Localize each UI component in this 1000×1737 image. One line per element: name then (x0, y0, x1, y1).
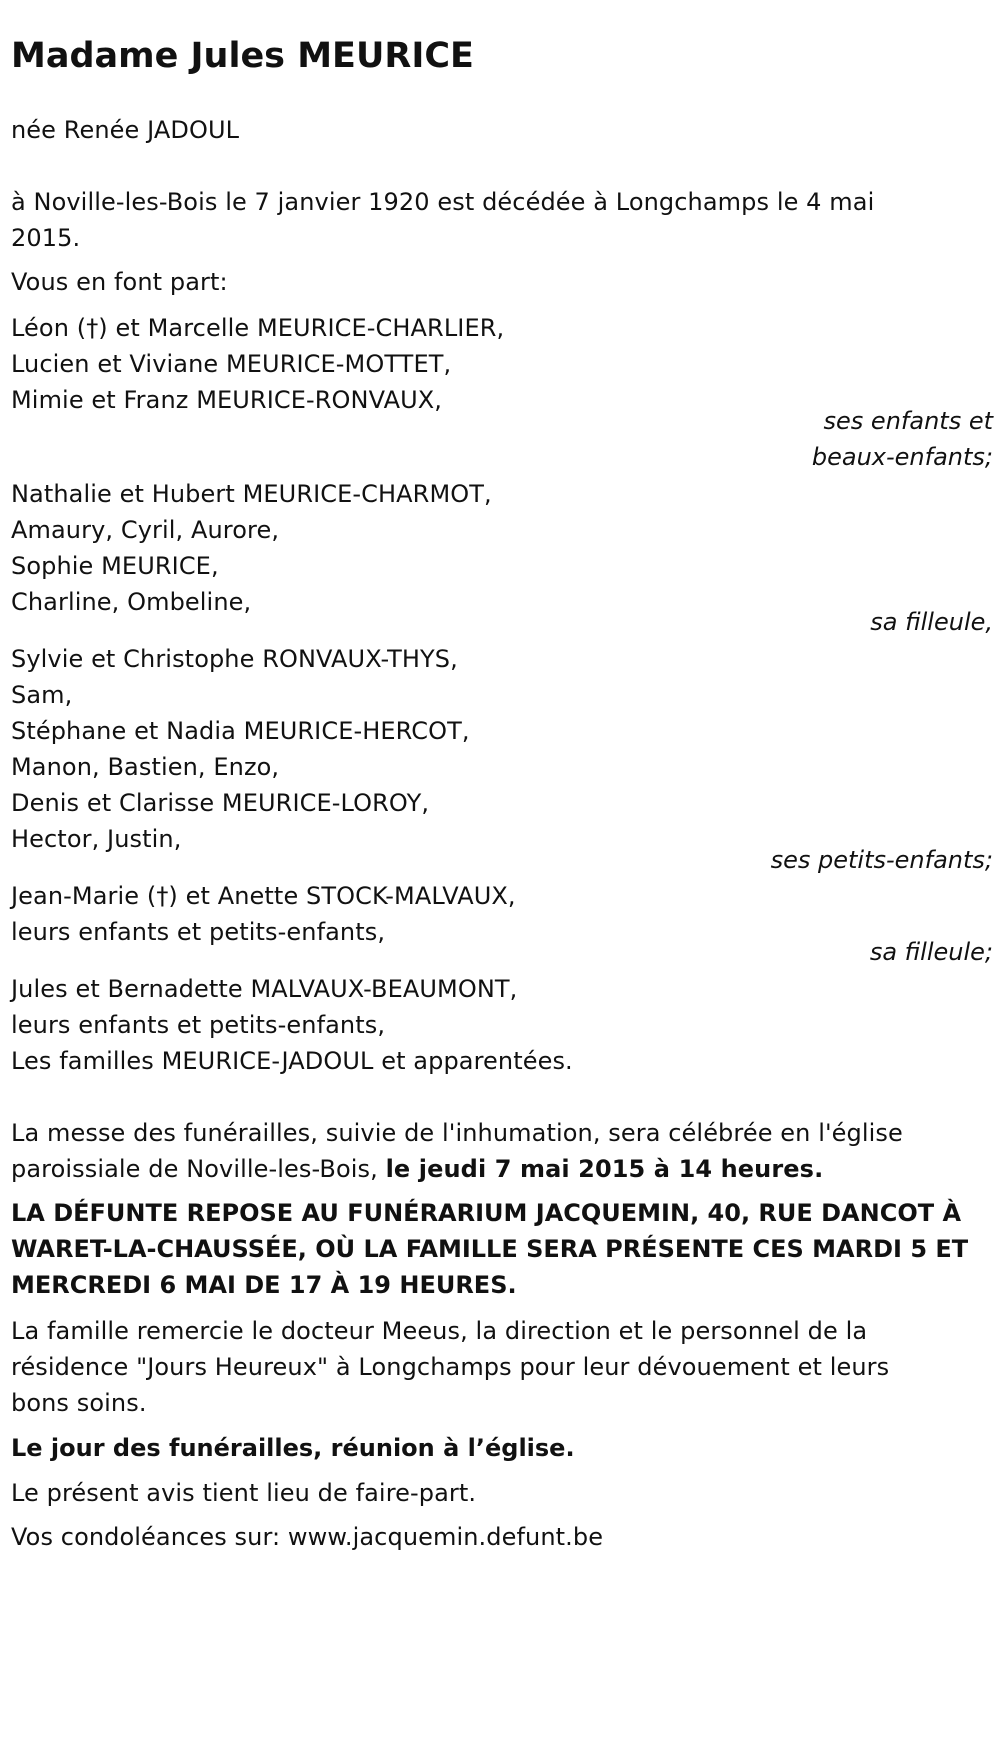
funerarium-line-2: WARET-LA-CHAUSSÉE, OÙ LA FAMILLE SERA PRÉSENTE CES MARDI 5 ET (11, 1235, 969, 1263)
relation-label: ses enfants et (823, 407, 993, 435)
family-line: Jean-Marie (†) et Anette STOCK-MALVAUX, (11, 882, 516, 910)
family-line: Mimie et Franz MEURICE-RONVAUX, (11, 386, 443, 414)
mass-info-line-1: La messe des funérailles, suivie de l'inhumation, sera célébrée en l'église (11, 1119, 903, 1147)
family-line: leurs enfants et petits-enfants, (11, 918, 386, 946)
thanks-line-3: bons soins. (11, 1389, 147, 1417)
family-line: Stéphane et Nadia MEURICE-HERCOT, (11, 717, 470, 745)
page-title: Madame Jules MEURICE (11, 36, 474, 76)
family-line: Lucien et Viviane MEURICE-MOTTET, (11, 350, 452, 378)
reunion-note: Le jour des funérailles, réunion à l’église. (11, 1434, 575, 1462)
family-line: Sam, (11, 681, 73, 709)
family-line: Charline, Ombeline, (11, 588, 252, 616)
birth-death-line-2: 2015. (11, 224, 81, 252)
family-line: Nathalie et Hubert MEURICE-CHARMOT, (11, 480, 492, 508)
family-line: Jules et Bernadette MALVAUX-BEAUMONT, (11, 975, 518, 1003)
family-line: Manon, Bastien, Enzo, (11, 753, 280, 781)
family-line: Les familles MEURICE-JADOUL et apparentées. (11, 1047, 573, 1075)
family-line: Sophie MEURICE, (11, 552, 219, 580)
mass-info-line-2 (11, 1149, 823, 1189)
maiden-name: née Renée JADOUL (11, 116, 240, 144)
family-line: Amaury, Cyril, Aurore, (11, 516, 280, 544)
mass-date: le jeudi 7 mai 2015 à 14 heures. (385, 1155, 824, 1183)
funerarium-line-3: MERCREDI 6 MAI DE 17 À 19 HEURES. (11, 1271, 517, 1299)
birth-death-line-1: à Noville-les-Bois le 7 janvier 1920 est décédée à Longchamps le 4 mai (11, 188, 875, 216)
relation-label: sa filleule, (870, 608, 993, 636)
relation-label: sa filleule; (869, 938, 993, 966)
thanks-line-1: La famille remercie le docteur Meeus, la direction et le personnel de la (11, 1317, 868, 1345)
family-line: Hector, Justin, (11, 825, 182, 853)
relation-label: ses petits-enfants; (770, 846, 993, 874)
condolences-link: Vos condoléances sur: www.jacquemin.defunt.be (11, 1523, 604, 1551)
faire-part-note: Le présent avis tient lieu de faire-part. (11, 1479, 477, 1507)
funerarium-line-1: LA DÉFUNTE REPOSE AU FUNÉRARIUM JACQUEMIN, 40, RUE DANCOT À (11, 1199, 962, 1227)
thanks-line-2: résidence "Jours Heureux" à Longchamps pour leur dévouement et leurs (11, 1353, 890, 1381)
relation-label: beaux-enfants; (811, 443, 993, 471)
mass-location: paroissiale de Noville-les-Bois, (11, 1155, 386, 1183)
announcement-intro: Vous en font part: (11, 268, 228, 296)
family-line: Sylvie et Christophe RONVAUX-THYS, (11, 645, 458, 673)
family-line: Léon (†) et Marcelle MEURICE-CHARLIER, (11, 314, 505, 342)
family-line: leurs enfants et petits-enfants, (11, 1011, 386, 1039)
family-line: Denis et Clarisse MEURICE-LOROY, (11, 789, 430, 817)
